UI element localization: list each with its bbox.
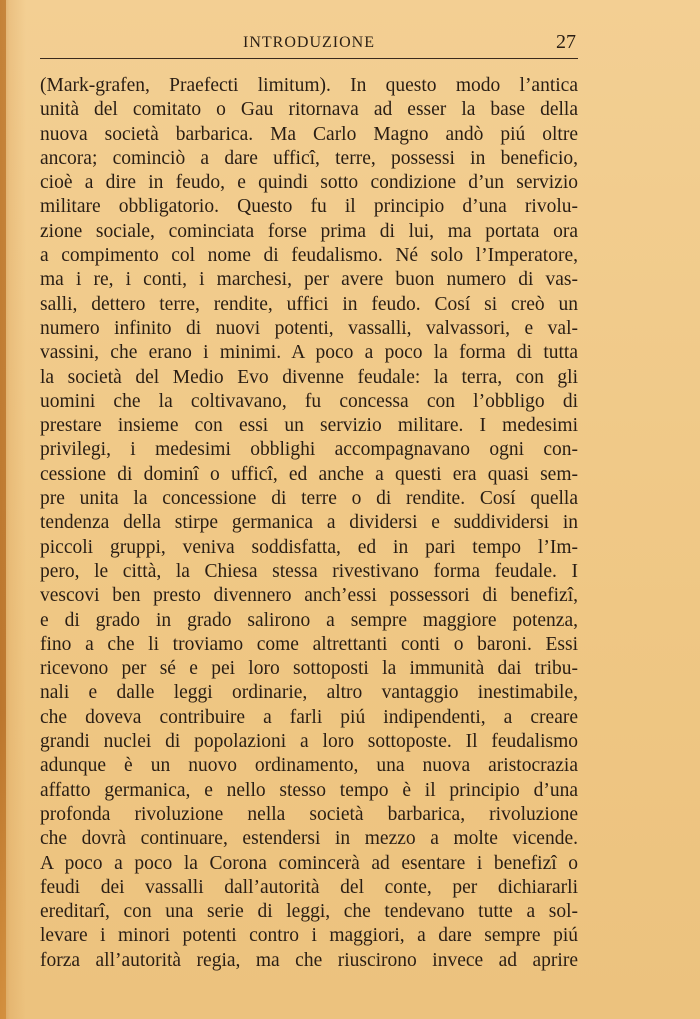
text-line: levare i minori potenti contro i maggiori, a dare sempre piú — [40, 925, 578, 947]
text-line: che dovrà continuare, estendersi in mezzo a molte vicende. — [40, 828, 578, 850]
text-line: A poco a poco la Corona comincerà ad esentare i benefizî o — [40, 852, 578, 874]
page-binding-edge — [0, 0, 6, 1019]
text-line: tendenza della stirpe germanica a dividersi e suddividersi in — [40, 512, 578, 534]
text-line: uomini che la coltivavano, fu concessa con l’obbligo di — [40, 390, 578, 412]
text-line: fino a che li troviamo come altrettanti conti o baroni. Essi — [40, 633, 578, 655]
page-number: 27 — [556, 31, 576, 53]
text-line: feudi dei vassalli dall’autorità del conte, per dichiararli — [40, 876, 578, 898]
text-line: la società del Medio Evo divenne feudale: la terra, con gli — [40, 366, 578, 388]
text-line: cessione di dominî o ufficî, ed anche a questi era quasi sem- — [40, 463, 578, 485]
running-head — [40, 30, 578, 59]
running-title: INTRODUZIONE — [243, 34, 375, 51]
text-line: (Mark-grafen, Praefecti limitum). In questo modo l’antica — [40, 75, 578, 96]
text-line: affatto germanica, e nello stesso tempo è il principio d’una — [40, 779, 578, 801]
text-line: pre unita la concessione di terre o di rendite. Cosí quella — [40, 488, 578, 510]
text-line: forza all’autorità regia, ma che riuscirono invece ad aprire — [40, 949, 578, 971]
text-line: salli, dettero terre, rendite, uffici in feudo. Cosí si creò un — [40, 293, 578, 315]
text-line: ereditarî, con una serie di leggi, che tendevano tutte a sol- — [40, 901, 578, 923]
text-line: unità del comitato o Gau ritornava ad esser la base della — [40, 99, 578, 121]
text-line: pero, le città, la Chiesa stessa rivestivano forma feudale. I — [40, 560, 578, 582]
text-line: prestare insieme con essi un servizio militare. I medesimi — [40, 415, 578, 437]
text-line: ma i re, i conti, i marchesi, per avere buon numero di vas- — [40, 269, 578, 291]
text-line: grandi nuclei di popolazioni a loro sottoposte. Il feudalismo — [40, 731, 578, 753]
text-line: piccoli gruppi, veniva soddisfatta, ed in pari tempo l’Im- — [40, 536, 578, 558]
text-line: privilegi, i medesimi obblighi accompagnavano ogni con- — [40, 439, 578, 461]
text-line: militare obbligatorio. Questo fu il principio d’una rivolu- — [40, 196, 578, 218]
text-line: ricevono per sé e pei loro sottoposti la immunità dai tribu- — [40, 658, 578, 680]
body-text — [40, 74, 578, 973]
text-line: nuova società barbarica. Ma Carlo Magno andò piú oltre — [40, 123, 578, 145]
text-line: e di grado in grado salirono a sempre maggiore potenza, — [40, 609, 578, 631]
text-line: adunque è un nuovo ordinamento, una nuova aristocrazia — [40, 755, 578, 777]
text-line: a compimento col nome di feudalismo. Né solo l’Imperatore, — [40, 245, 578, 267]
text-line: profonda rivoluzione nella società barbarica, rivoluzione — [40, 803, 578, 825]
text-line: numero infinito di nuovi potenti, vassalli, valvassori, e val- — [40, 317, 578, 339]
text-line: vassini, che erano i minimi. A poco a poco la forma di tutta — [40, 342, 578, 364]
text-line: cioè a dire in feudo, e quindi sotto condizione d’un servizio — [40, 172, 578, 194]
text-line: vescovi ben presto divennero anch’essi possessori di benefizî, — [40, 585, 578, 607]
text-line: che doveva contribuire a farli piú indipendenti, a creare — [40, 706, 578, 728]
text-line: zione sociale, cominciata forse prima di lui, ma portata ora — [40, 220, 578, 242]
text-line: nali e dalle leggi ordinarie, altro vantaggio inestimabile, — [40, 682, 578, 704]
text-line: ancora; cominciò a dare ufficî, terre, possessi in beneficio, — [40, 147, 578, 169]
